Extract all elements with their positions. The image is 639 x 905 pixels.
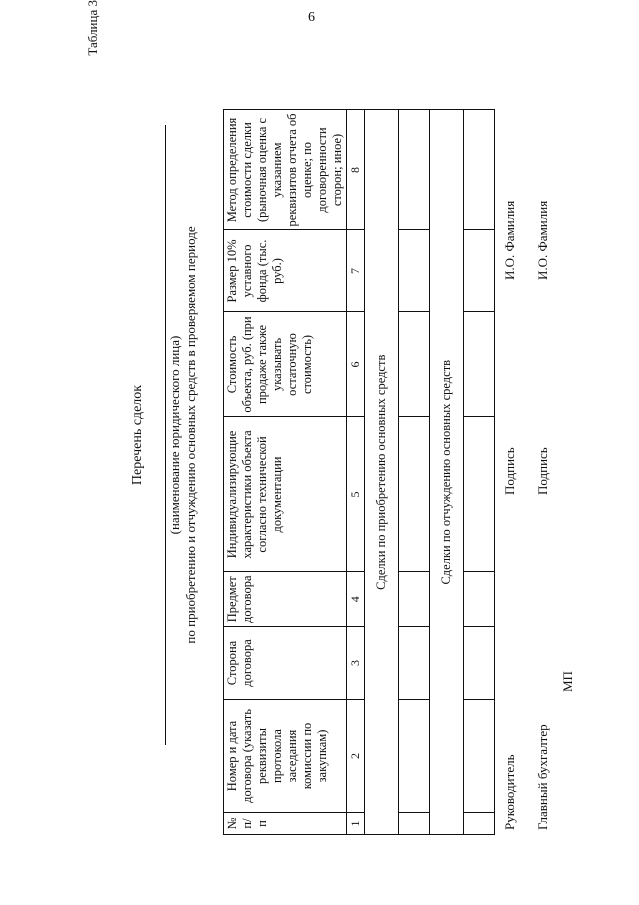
column-number: 7 (347, 230, 365, 312)
section-heading: Сделки по отчуждению основных средств (430, 110, 464, 835)
table-cell (464, 572, 495, 627)
subtitle-period-caption: по приобретению и отчуждению основных средств в проверяемом периоде (183, 226, 198, 644)
section-heading: Сделки по приобретению основных средств (365, 110, 399, 835)
accountant-name-label: И.О. Фамилия (535, 200, 550, 280)
deals-table (223, 109, 495, 835)
table-cell (464, 700, 495, 813)
table-cell (399, 110, 430, 230)
subtitle-entity-caption: (наименование юридического лица) (167, 335, 182, 535)
header-cell: Индивидуализирующие характеристики объекта согласно технической документации (224, 417, 347, 572)
entity-name-line (165, 125, 166, 745)
document-subtitle (167, 0, 199, 870)
page-number: 6 (308, 10, 315, 25)
table-row (399, 110, 430, 835)
column-number: 1 (347, 813, 365, 835)
column-number: 4 (347, 572, 365, 627)
header-cell: № п/п (224, 813, 347, 835)
column-number: 2 (347, 700, 365, 813)
director-label: Руководитель (502, 754, 517, 830)
table-cell (399, 417, 430, 572)
header-cell: Стоимость объекта, руб. (при продаже также указывать остаточную стоимость) (224, 312, 347, 417)
table-cell (399, 627, 430, 700)
section-row-acquisition (365, 110, 399, 835)
table-cell (399, 813, 430, 835)
column-number-row (347, 110, 365, 835)
table-cell (399, 230, 430, 312)
table-cell (464, 230, 495, 312)
table-cell (464, 813, 495, 835)
table-cell (399, 572, 430, 627)
header-cell: Сторона договора (224, 627, 347, 700)
header-cell: Номер и дата договора (указать реквизиты протокола заседания комиссии по закупкам) (224, 700, 347, 813)
table-cell (399, 312, 430, 417)
table-header-row (224, 110, 347, 835)
table-cell (464, 417, 495, 572)
column-number: 3 (347, 627, 365, 700)
director-name-label: И.О. Фамилия (502, 200, 517, 280)
table-cell (464, 627, 495, 700)
section-row-disposal (430, 110, 464, 835)
header-cell: Предмет договора (224, 572, 347, 627)
accountant-label: Главный бухгалтер (535, 724, 550, 830)
column-number: 5 (347, 417, 365, 572)
document-title: Перечень сделок (130, 384, 145, 486)
rotated-page-content (40, 0, 600, 870)
table-label: Таблица 3 (85, 0, 100, 56)
stamp-place-label: МП (560, 671, 575, 692)
column-number: 8 (347, 110, 365, 230)
table-cell (464, 312, 495, 417)
accountant-signature-label: Подпись (535, 447, 550, 495)
table-row (464, 110, 495, 835)
column-number: 6 (347, 312, 365, 417)
header-cell: Размер 10% уставного фонда (тыс. руб.) (224, 230, 347, 312)
header-cell: Метод определения стоимости сделки (рыночная оценка с указанием реквизитов отчета об оценке; по договоренности сторон; иное) (224, 110, 347, 230)
director-signature-label: Подпись (502, 447, 517, 495)
table-cell (399, 700, 430, 813)
table-cell (464, 110, 495, 230)
